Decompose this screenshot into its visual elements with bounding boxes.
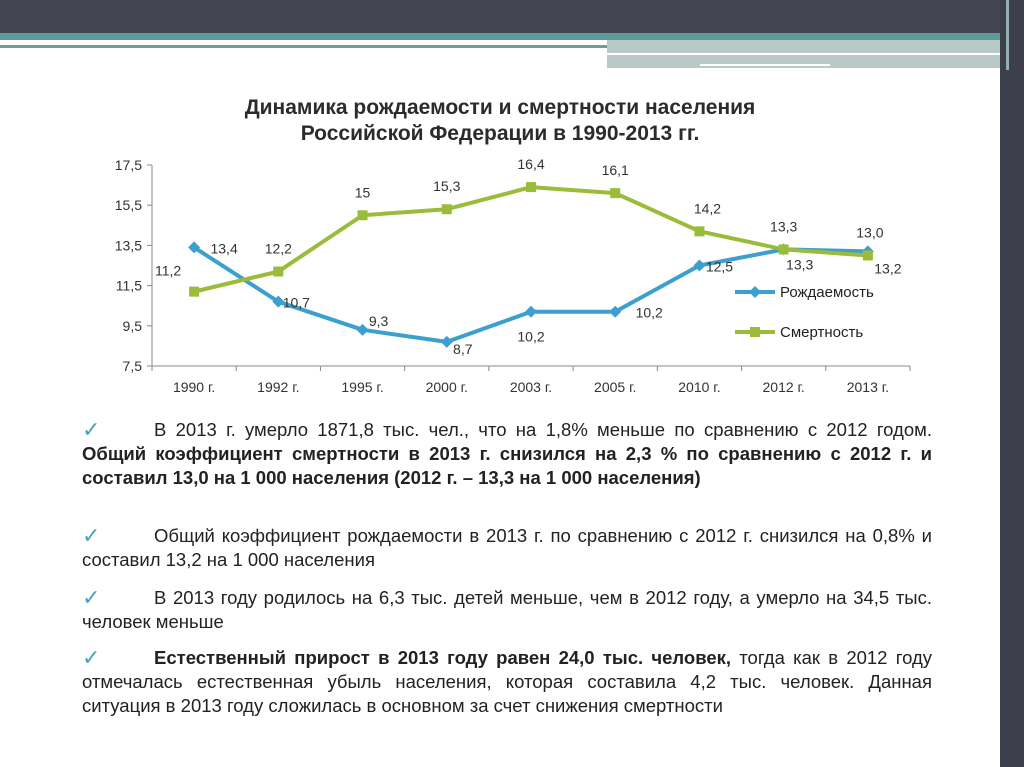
y-tick-label: 13,5 (114, 237, 142, 254)
series-1-point (441, 336, 453, 348)
legend-marker-2 (750, 327, 760, 337)
legend-label-1: Рождаемость (780, 284, 874, 301)
series-1-point (357, 324, 369, 336)
series-line-2 (194, 187, 868, 292)
x-tick-label: 2013 г. (846, 379, 890, 395)
y-tick-label: 17,5 (114, 157, 142, 173)
bullet-4-text: тогда как в 2012 году отмечалась естественная убыль населения, которая составила 4,2 тыс. человек. Данная ситуация в 2013 году сложилась в основном за счет снижения смертности (82, 647, 932, 716)
bullet-item-4 (82, 646, 932, 718)
series-2-point (779, 244, 789, 254)
x-tick-label: 2003 г. (509, 379, 553, 395)
data-label: 9,3 (368, 312, 389, 329)
bullet-1-text: В 2013 г. умерло 1871,8 тыс. чел., что на 1,8% меньше по сравнению с 2012 годом. (154, 419, 932, 440)
series-2-point (526, 182, 536, 192)
bullet-2-text: Общий коэффициент рождаемости в 2013 г. по сравнению с 2012 г. снизился на 0,8% и составил 13,2 на 1 000 населения (82, 525, 932, 570)
x-tick-label: 1990 г. (172, 379, 216, 395)
data-label: 15,3 (433, 178, 461, 195)
right-side-accent (1006, 0, 1009, 70)
x-tick-label: 2005 г. (594, 379, 637, 395)
data-label: 13,3 (770, 218, 798, 235)
checkmark-icon: ✓ (82, 646, 101, 671)
data-label: 16,4 (517, 156, 545, 173)
data-label: 14,2 (693, 200, 722, 217)
legend-label-2: Смертность (780, 324, 864, 341)
series-2-point (610, 188, 620, 198)
header-bar (0, 0, 1024, 33)
chart-title-line-2: Российской Федерации в 1990-2013 гг. (300, 122, 700, 145)
series-2-point (273, 267, 283, 277)
data-label: 15 (354, 184, 371, 201)
bullet-item-2 (82, 524, 932, 586)
data-label: 12,5 (705, 258, 734, 275)
header-accent-line (607, 53, 1000, 55)
x-tick-label: 1995 г. (341, 379, 384, 395)
checkmark-icon: ✓ (82, 586, 101, 611)
y-tick-label: 9,5 (122, 317, 142, 334)
chart-title-line-1: Динамика рождаемости и смертности населения (244, 96, 756, 119)
data-label: 8,7 (453, 340, 473, 357)
series-2-point (694, 226, 704, 236)
header-stripe (0, 33, 1024, 40)
series-2-point (442, 204, 452, 214)
data-label: 12,2 (264, 240, 292, 257)
x-tick-label: 1992 г. (257, 379, 300, 395)
x-tick-label: 2012 г. (762, 379, 805, 395)
bullet-1-bold-text: Общий коэффициент смертности в 2013 г. снизился на 2,3 % по сравнению с 2012 г. и составил 13,0 на 1 000 населения (2012 г. – 13,3 на 1 000 населения) (82, 443, 932, 488)
line-chart (80, 150, 920, 410)
data-label: 13,0 (856, 224, 884, 241)
bullet-item-3 (82, 586, 932, 646)
data-label: 13,2 (874, 260, 902, 277)
series-1-point (525, 306, 537, 318)
header-accent-line-2 (700, 64, 830, 66)
data-label: 10,7 (282, 294, 310, 311)
x-tick-label: 2000 г. (425, 379, 468, 395)
series-2-point (189, 287, 199, 297)
x-tick-label: 2010 г. (678, 379, 721, 395)
y-tick-label: 15,5 (114, 197, 142, 214)
legend-marker-1 (749, 286, 761, 298)
y-tick-label: 7,5 (122, 358, 142, 374)
data-label: 10,2 (517, 328, 545, 345)
bullet-4-bold-text: Естественный прирост в 2013 году равен 24,0 тыс. человек, (154, 647, 732, 668)
checkmark-icon: ✓ (82, 524, 101, 549)
data-label: 11,2 (155, 262, 182, 279)
data-label: 13,3 (786, 256, 814, 273)
checkmark-icon: ✓ (82, 418, 101, 443)
series-2-point (358, 210, 368, 220)
right-side-bar (1000, 0, 1024, 767)
y-tick-label: 11,5 (115, 277, 142, 294)
data-label: 16,1 (601, 162, 629, 179)
bullet-list (82, 418, 932, 718)
chart-title (150, 95, 850, 147)
data-label: 13,4 (210, 240, 238, 257)
bullet-3-text: В 2013 году родилось на 6,3 тыс. детей меньше, чем в 2012 году, а умерло на 34,5 тыс. человек меньше (82, 587, 932, 632)
bullet-item-1 (82, 418, 932, 518)
data-label: 10,2 (635, 304, 663, 321)
series-2-point (863, 250, 873, 260)
